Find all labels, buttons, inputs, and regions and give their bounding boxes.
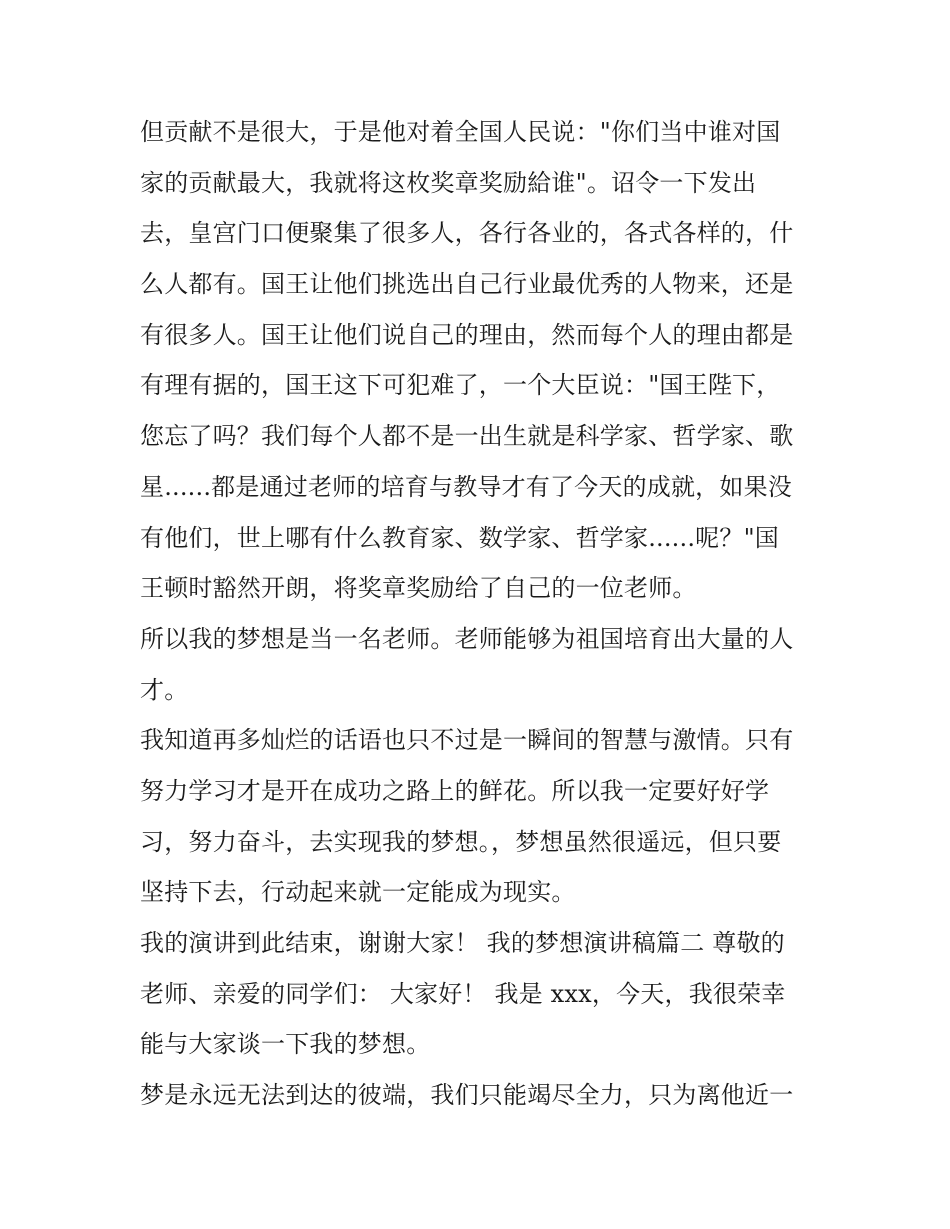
text-line: 坚持下去，行动起来就一定能成为现实。 (140, 878, 576, 907)
text-line: 努力学习才是开在成功之路上的鲜花。所以我一定要好好学 (140, 776, 770, 805)
document-body (140, 107, 820, 1121)
text-line: 有很多人。国王让他们说自己的理由，然而每个人的理由都是 (140, 320, 794, 349)
text-line: 老师、亲爱的同学们： 大家好！ 我是 xxx，今天，我很荣幸 (140, 979, 786, 1008)
text-line: 能与大家谈一下我的梦想。 (140, 1030, 431, 1059)
text-line: 去，皇宫门口便聚集了很多人，各行各业的，各式各样的，什 (140, 219, 794, 248)
text-line: 我知道再多灿烂的话语也只不过是一瞬间的智慧与激情。只有 (140, 726, 794, 755)
text-line: 星......都是通过老师的培育与教导才有了今天的成就，如果没 (140, 472, 792, 501)
text-line: 习，努力奋斗，去实现我的梦想。，梦想虽然很遥远，但只要 (140, 827, 782, 856)
text-line: 有他们，世上哪有什么教育家、数学家、哲学家......呢？"国 (140, 523, 780, 552)
text-line: 才。 (140, 675, 189, 704)
text-line: 王顿时豁然开朗，将奖章奖励给了自己的一位老师。 (140, 574, 697, 603)
text-line: 有理有据的，国王这下可犯难了，一个大臣说："国王陛下， (140, 371, 781, 400)
text-line: 家的贡献最大，我就将这枚奖章奖励給谁"。诏令一下发出 (140, 168, 757, 197)
text-line: 所以我的梦想是当一名老师。老师能够为祖国培育出大量的人 (140, 624, 794, 653)
text-line: 梦是永远无法到达的彼端，我们只能竭尽全力，只为离他近一 (140, 1081, 794, 1110)
text-line: 么人都有。国王让他们挑选出自己行业最优秀的人物来，还是 (140, 270, 794, 299)
text-line: 您忘了吗？我们每个人都不是一出生就是科学家、哲学家、歌 (140, 422, 794, 451)
text-line: 但贡献不是很大，于是他对着全国人民说："你们当中谁对国 (140, 118, 781, 146)
text-line: 我的演讲到此结束，谢谢大家！ 我的梦想演讲稿篇二 尊敬的 (140, 929, 785, 957)
